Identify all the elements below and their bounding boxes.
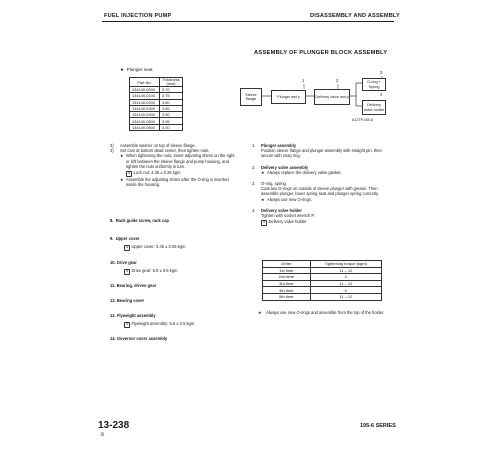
col-part-no: Part No. (130, 78, 160, 87)
step-number: 1. (252, 143, 256, 148)
table-cell: 3.95 (160, 118, 183, 124)
step-title: Bearing cover (116, 298, 145, 303)
step-9 (110, 236, 140, 241)
table-cell: 2nd time (263, 274, 311, 281)
bullet-text: Assemble the adjusting shims after the O-ring is inserted inside the housing. (126, 177, 229, 188)
torque-text: Flyweight assembly: 5.5 ± 0.5 kgm (131, 321, 195, 326)
table-row (263, 274, 382, 281)
callout-2: 2 (336, 78, 339, 83)
r-step-2-bullet: ★ Always replace the delivery valve gasket. (261, 169, 342, 175)
table-row (263, 293, 382, 300)
bullet-text: When tightening the nuts, insert adjusting shims on the right or left between the sleeve flange and pump housing, and tighten the nuts uniformly in turn. (126, 153, 235, 169)
step-number: 10. (110, 260, 116, 265)
step-12 (110, 298, 144, 303)
col-order: Order (263, 261, 311, 268)
series-label: 195-6 SERIES (360, 423, 396, 429)
final-bullet: ★ Always use new O-rings and assemble from the top of the holder. (258, 310, 385, 315)
table-row (263, 287, 382, 294)
step-text: Set cam at bottom dead center, then tighten nuts. (120, 148, 210, 154)
table-cell: 11 – 12 (310, 293, 381, 300)
step-text: Assemble washer on top of sleeve flange. (120, 143, 196, 148)
table-cell: 134140-0200 (130, 99, 160, 105)
torque-text: Upper cover: 0.45 ± 0.05 kgm (131, 244, 186, 249)
assembly-diagram (238, 70, 386, 140)
table-cell: 3.70 (160, 87, 183, 93)
table-row (263, 280, 382, 287)
section-title: ASSEMBLY OF PLUNGER BLOCK ASSEMBLY (254, 50, 388, 56)
plunger-seat-heading: ★ Plunger seat (120, 67, 153, 72)
step-number: 9. (110, 236, 114, 241)
bullet-text: Always replace the delivery valve gasket. (267, 169, 342, 175)
table-cell: 4th time (263, 287, 311, 294)
oring-spring-box: O-ring + Spring (362, 78, 386, 91)
right-column (252, 143, 386, 226)
tightening-torque-table (262, 260, 382, 301)
table-header-row (263, 261, 382, 268)
step-text: Tighten with socket wrench P. (261, 213, 315, 219)
step-number: 4. (252, 207, 256, 213)
step-number: 8. (110, 218, 114, 223)
torque-wrench-icon: ⚙ (126, 246, 129, 249)
step-number: 13. (110, 313, 116, 318)
torque-wrench-icon: ⚙ (126, 323, 129, 326)
torque-wrench-icon: ⚙ (126, 270, 129, 273)
step-number: 2. (252, 164, 256, 170)
col-thickness: Thickness (mm) (160, 78, 183, 87)
torque-text: Lock nut: 4.25 ± 0.25 kgm (133, 170, 181, 176)
table-cell: 134140-0400 (130, 112, 160, 118)
callout-3: 3 (380, 70, 383, 75)
step-title: Bearing, driven gear (116, 283, 157, 288)
left-column (110, 143, 236, 187)
table-cell: 134140-0100 (130, 93, 160, 99)
step-10 (110, 260, 137, 265)
flyweight-torque (124, 321, 194, 328)
step-title: Flyweight assembly (116, 313, 156, 318)
table-header-row (130, 78, 183, 87)
holder-torque (252, 219, 386, 226)
step-11 (110, 283, 156, 288)
col-torque: Tightening torque (kgm) (310, 261, 381, 268)
table-cell: 0 (310, 287, 381, 294)
bullet-text: Always use new O-rings and assemble from the top of the holder. (266, 310, 385, 315)
callout-4: 4 (380, 92, 383, 97)
table-cell: 3rd time (263, 280, 311, 287)
table-row (263, 267, 382, 274)
delivery-holder-box: Delivery valve holder (362, 100, 386, 115)
locknut-torque (110, 170, 236, 177)
sleeve-flange-box: Sleeve flange (240, 88, 262, 106)
table-cell: 134140-0000 (130, 87, 160, 93)
step-number: 3) (110, 143, 114, 148)
step-number: 11. (110, 283, 116, 288)
step-title: Delivery valve assembly (261, 164, 309, 170)
step-title: Upper cover (115, 236, 140, 241)
torque-wrench-icon: ⚙ (128, 172, 131, 176)
step-8 (110, 218, 169, 223)
figure-code: 612TP138-6 (352, 118, 373, 122)
step-4-bullet: ★ When tightening the nuts, insert adjusting shims on the right or left between the sleeve flange and pump housing, and tighten the nuts uniformly in turn. (120, 153, 235, 169)
table-cell: 3.75 (160, 93, 183, 99)
step-title: Delivery valve holder (261, 207, 302, 213)
header-rule (102, 21, 394, 22)
torque-text: Delivery valve holder (268, 219, 307, 225)
step-title: Governor cover assembly (116, 336, 168, 341)
step-number: 14. (110, 336, 116, 341)
delivery-valve-box: Delivery valve ass'y (314, 89, 350, 105)
step-text: Position sleeve flange and plunger assembly with straight pin, then secure with snap ring. (261, 148, 382, 159)
step-14 (110, 336, 167, 341)
table-cell: 1st time (263, 267, 311, 274)
table-cell: 5th time (263, 293, 311, 300)
r-step-3-bullet: ★ Always use new O-rings. (261, 196, 313, 202)
upper-cover-torque (124, 244, 185, 251)
table-cell: 0 (310, 274, 381, 281)
header-right: DISASSEMBLY AND ASSEMBLY (310, 13, 400, 19)
torque-wrench-icon: ⚙ (263, 221, 266, 225)
step-number: 4) (110, 148, 114, 154)
step-number: 3. (252, 181, 256, 187)
table-cell: 11 – 12 (310, 267, 381, 274)
torque-text: Drive gear: 5.5 ± 0.5 kgm (131, 268, 178, 273)
step-text: Coat two O-rings on outside of sleeve plunger with grease. Then assemble plunger, lower spring seat and plunger spring correctly. (261, 186, 379, 197)
page-sub: ③ (100, 432, 105, 438)
step-title: O-ring, spring (261, 181, 286, 187)
plunger-assy-box: Plunger ass'y (271, 90, 306, 104)
table-row (130, 124, 183, 130)
plunger-seat-label: Plunger seat (126, 67, 153, 72)
table-cell: 134140-0600 (130, 124, 160, 130)
header-left: FUEL INJECTION PUMP (104, 13, 172, 19)
step-4-bullet2: ★ Assemble the adjusting shims after the O-ring is inserted inside the housing. (110, 177, 236, 187)
table-cell: 11 – 12 (310, 280, 381, 287)
step-number: 12. (110, 298, 116, 303)
table-cell: 4.00 (160, 124, 183, 130)
callout-1: 1 (302, 78, 305, 83)
step-13 (110, 313, 156, 318)
table-cell: 3.90 (160, 112, 183, 118)
step-title: Plunger assembly (261, 143, 297, 148)
table-cell: 3.80 (160, 99, 183, 105)
drive-gear-torque (124, 268, 177, 275)
shim-thickness-table (129, 77, 183, 131)
table-cell: 134140-0500 (130, 118, 160, 124)
table-cell: 134140-0300 (130, 105, 160, 111)
step-title: Rack guide screw, rack cap (115, 218, 170, 223)
step-title: Drive gear (116, 260, 137, 265)
bullet-text: Always use new O-rings. (267, 196, 313, 202)
page-number: 13-238 (98, 420, 130, 431)
table-cell: 3.85 (160, 105, 183, 111)
